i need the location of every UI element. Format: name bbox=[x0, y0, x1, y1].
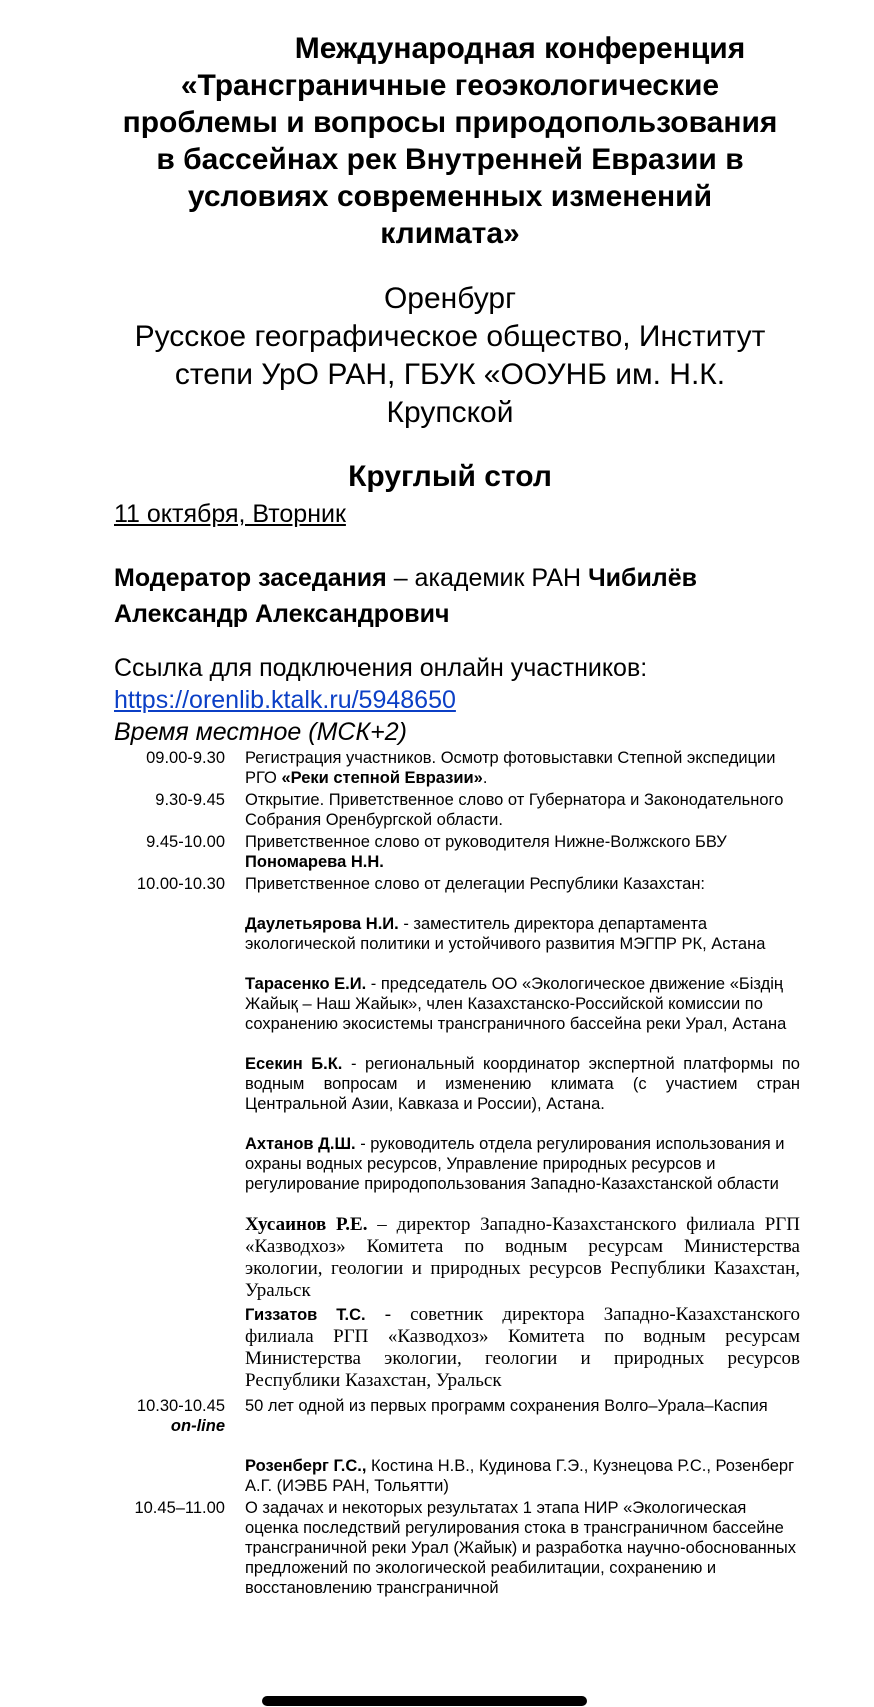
moderator bbox=[114, 560, 834, 632]
participant-name: Ахтанов Д.Ш. bbox=[245, 1135, 356, 1153]
participant bbox=[100, 914, 800, 954]
event-date: 11 октября, Вторник bbox=[114, 500, 346, 528]
schedule-row bbox=[100, 748, 800, 788]
participant-role: Костина Н.В., Кудинова Г.Э., Кузнецова Р.С., Розенберг А.Г. (ИЭВБ РАН, Тольятти) bbox=[245, 1457, 795, 1495]
moderator-name: Чибилёв Александр Александрович bbox=[114, 564, 697, 628]
agenda-item: 50 лет одной из первых программ сохранения Волго–Урала–Каспия bbox=[245, 1397, 768, 1415]
title-line: в бассейнах рек Внутренней Евразии в bbox=[156, 143, 744, 176]
online-mode-label: on-line bbox=[170, 1417, 225, 1435]
time-range: 10.30-10.45 bbox=[136, 1397, 225, 1415]
exhibition-name: «Реки степной Евразии» bbox=[281, 769, 483, 787]
moderator-title: – академик РАН bbox=[386, 564, 589, 592]
agenda-item: О задачах и некоторых результатах 1 этапа НИР «Экологическая оценка последствий регулирования стока в трансграничном бассейне трансграничной реки Урал (Жайык) и разработка научно-обоснованных предложений по экологической реабилитации, сохранению и восстановлению трансграничной bbox=[245, 1499, 797, 1597]
participant bbox=[100, 1054, 800, 1114]
title-line: «Трансграничные геоэкологические bbox=[180, 69, 720, 102]
time-slot bbox=[100, 1396, 245, 1436]
organizers bbox=[100, 280, 800, 432]
schedule-row bbox=[100, 832, 800, 872]
participant-name: Гиззатов Т.С. bbox=[245, 1306, 366, 1324]
schedule bbox=[100, 748, 800, 1598]
participant-role: - заместитель директора департамента экологической политики и устойчивого развития МЭГПР РК, Астана bbox=[245, 915, 766, 953]
moderator-label: Модератор заседания bbox=[114, 564, 387, 592]
city: Оренбург bbox=[383, 282, 517, 315]
time-slot: 9.30-9.45 bbox=[155, 791, 225, 809]
conference-title bbox=[100, 30, 800, 252]
participant-name: Тарасенко Е.И. bbox=[245, 975, 367, 993]
agenda-item bbox=[245, 748, 800, 788]
agenda-text: Приветственное слово от руководителя Нижне-Волжского БВУ bbox=[245, 833, 727, 851]
participant-role: - советник директора Западно-Казахстанского филиала РГП «Казводхоз» Комитета по водным ресурсам Министерства экологии, геологии и природных ресурсов Республики Казахстан, Уральск bbox=[245, 1304, 800, 1391]
online-connection bbox=[114, 652, 834, 748]
time-slot: 10.45–11.00 bbox=[134, 1499, 225, 1517]
time-note: Время местное (МСК+2) bbox=[114, 718, 408, 746]
participant-role: - председатель ОО «Экологическое движение «Біздің Жайық – Наш Жайык», член Казахстанско-Российской комиссии по сохранению экосистемы трансграничного бассейна реки Урал, Астана bbox=[245, 975, 787, 1033]
speaker-name: Пономарева Н.Н. bbox=[245, 853, 384, 871]
time-slot: 9.45-10.00 bbox=[146, 833, 225, 851]
participant-role: – директор Западно-Казахстанского филиала РГП «Казводхоз» Комитета по водным ресурсам Министерства экологии, геологии и природных ресурсов Республики Казахстан, Уральск bbox=[245, 1214, 800, 1301]
participant bbox=[100, 1134, 800, 1194]
participant-name: Хусаинов Р.Е. bbox=[245, 1214, 368, 1235]
participant bbox=[100, 1214, 800, 1302]
title-line: проблемы и вопросы природопользования bbox=[122, 106, 778, 139]
organizer-line: Крупской bbox=[386, 396, 514, 429]
time-slot: 09.00-9.30 bbox=[146, 749, 225, 767]
connection-link[interactable]: https://orenlib.ktalk.ru/5948650 bbox=[114, 686, 456, 714]
time-slot: 10.00-10.30 bbox=[136, 875, 225, 893]
participant bbox=[100, 1304, 800, 1392]
schedule-row bbox=[100, 1396, 800, 1436]
agenda-text: . bbox=[482, 769, 488, 787]
schedule-row bbox=[100, 874, 800, 894]
title-line: Международная конференция bbox=[294, 32, 746, 65]
title-line: условиях современных изменений bbox=[187, 180, 713, 213]
participant-role: - региональный координатор экспертной платформы по водным вопросам и изменению климата (с участием стран Центральной Азии, Кавказа и России), Астана. bbox=[245, 1055, 800, 1113]
organizer-line: Русское географическое общество, Институт bbox=[134, 320, 766, 353]
online-text: Ссылка для подключения онлайн участников: bbox=[114, 654, 648, 682]
agenda-item: Открытие. Приветственное слово от Губернатора и Законодательного Собрания Оренбургской области. bbox=[245, 791, 784, 829]
agenda-item: Приветственное слово от делегации Республики Казахстан: bbox=[245, 875, 706, 893]
participant-name: Есекин Б.К. bbox=[245, 1055, 343, 1073]
title-line: климата» bbox=[380, 217, 520, 250]
participant bbox=[100, 1456, 800, 1496]
participant-role: - руководитель отдела регулирования использования и охраны водных ресурсов, Управление природных ресурсов и регулирование природопользования Западно-Казахстанской области bbox=[245, 1135, 785, 1193]
schedule-row bbox=[100, 1498, 800, 1598]
schedule-row bbox=[100, 790, 800, 830]
agenda-text: Регистрация участников. Осмотр фотовыставки Степной экспедиции РГО bbox=[245, 749, 776, 787]
redaction-mark bbox=[262, 1696, 587, 1706]
round-table-heading: Круглый стол bbox=[348, 460, 552, 493]
participant bbox=[100, 974, 800, 1034]
participant-name: Розенберг Г.С., bbox=[245, 1457, 367, 1475]
organizer-line: степи УрО РАН, ГБУК «ООУНБ им. Н.К. bbox=[174, 358, 726, 391]
participant-name: Даулетьярова Н.И. bbox=[245, 915, 399, 933]
agenda-item bbox=[245, 832, 800, 872]
